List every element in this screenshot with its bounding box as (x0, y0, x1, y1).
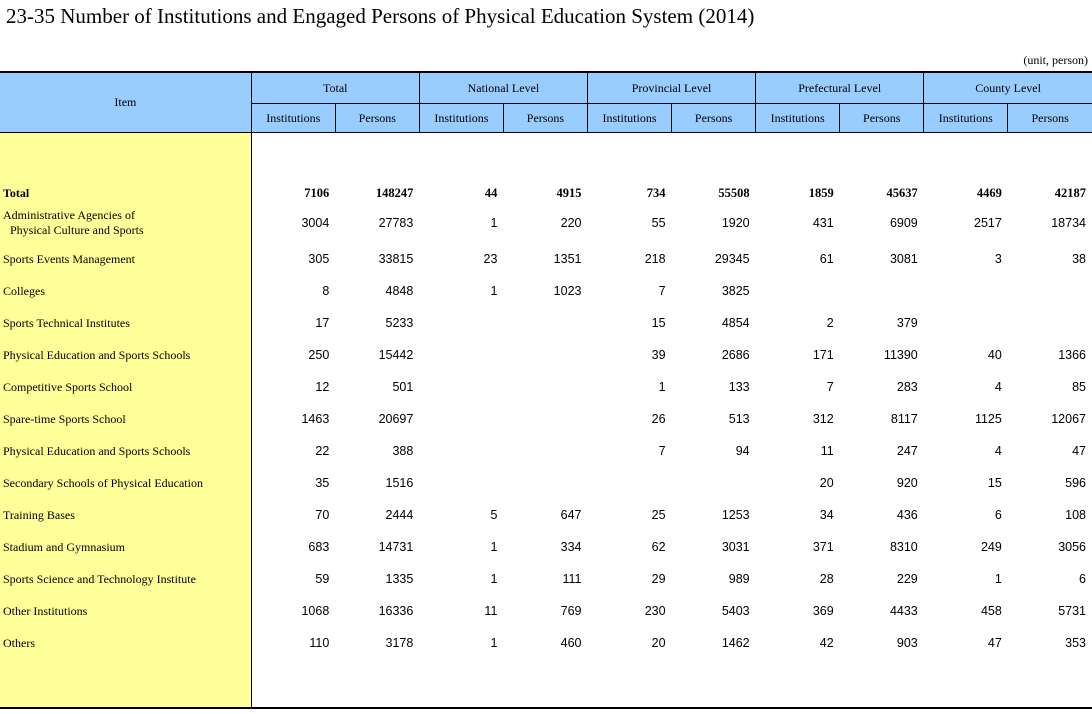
cell-institutions: 1068 (301, 604, 330, 618)
cell-persons: 55508 (718, 186, 750, 200)
cell-persons: 4433 (889, 604, 918, 618)
unit-note: (unit, person) (1023, 53, 1088, 67)
statistics-table (0, 71, 1092, 709)
cell-persons: 33815 (378, 252, 414, 266)
cell-persons: 29345 (714, 252, 750, 266)
cell-persons: 4854 (721, 316, 750, 330)
cell-persons: 8117 (890, 412, 918, 426)
cell-persons: 148247 (375, 186, 414, 200)
row-label: Physical Education and Sports Schools (0, 435, 251, 467)
cell-persons: 1462 (721, 636, 750, 650)
cell-institutions: 250 (308, 348, 330, 362)
cell-persons: 353 (1065, 636, 1086, 650)
cell-persons: 3056 (1058, 540, 1086, 554)
row-label-line: Administrative Agencies of (3, 208, 135, 222)
cell-institutions: 1463 (301, 412, 330, 426)
cell-institutions: 249 (980, 540, 1002, 554)
header-persons: Persons (672, 104, 756, 133)
cell-persons: 2686 (721, 348, 750, 362)
cell-institutions: 312 (812, 412, 834, 426)
cell-institutions: 110 (309, 636, 330, 650)
header-row-groups (0, 72, 1092, 104)
header-institutions: Institutions (756, 104, 840, 133)
cell-persons: 1023 (553, 284, 582, 298)
cell-institutions: 2517 (974, 216, 1002, 230)
cell-institutions (419, 467, 503, 499)
cell-persons: 4848 (385, 284, 414, 298)
spacer-cell (0, 133, 251, 166)
cell-institutions: 458 (980, 604, 1002, 618)
header-persons: Persons (335, 104, 419, 133)
cell-persons: 3825 (721, 284, 750, 298)
cell-persons: 16336 (378, 604, 414, 618)
cell-persons: 2444 (385, 508, 414, 522)
cell-persons (503, 339, 587, 371)
cell-institutions: 218 (644, 252, 666, 266)
cell-institutions (924, 307, 1008, 339)
cell-persons: 45637 (886, 186, 918, 200)
cell-institutions: 371 (812, 540, 834, 554)
header-group-total: Total (251, 72, 419, 104)
cell-persons: 220 (560, 216, 582, 230)
row-label: Stadium and Gymnasium (0, 531, 251, 563)
cell-persons (503, 435, 587, 467)
table-row (0, 203, 1092, 243)
cell-persons: 18734 (1051, 216, 1086, 230)
cell-persons: 4915 (556, 186, 582, 200)
cell-persons: 596 (1065, 476, 1086, 490)
cell-institutions (419, 339, 503, 371)
cell-persons: 501 (392, 380, 414, 394)
filler-row (0, 659, 1092, 708)
cell-persons: 334 (560, 540, 582, 554)
cell-institutions: 369 (812, 604, 834, 618)
cell-persons: 229 (896, 572, 918, 586)
cell-persons: 47 (1072, 444, 1086, 458)
cell-institutions: 171 (812, 348, 834, 362)
header-group-provincial: Provincial Level (587, 72, 755, 104)
cell-institutions: 11 (484, 604, 498, 618)
cell-institutions: 230 (644, 604, 666, 618)
table-row (0, 371, 1092, 403)
cell-persons: 1253 (721, 508, 750, 522)
header-institutions: Institutions (251, 104, 335, 133)
table-row (0, 403, 1092, 435)
cell-persons: 647 (560, 508, 582, 522)
cell-persons (840, 275, 924, 307)
cell-persons: 108 (1065, 508, 1086, 522)
cell-institutions (419, 307, 503, 339)
header-persons: Persons (840, 104, 924, 133)
cell-persons: 38 (1072, 252, 1086, 266)
cell-institutions: 1 (658, 380, 666, 394)
header-institutions: Institutions (419, 104, 503, 133)
table-body (0, 133, 1092, 709)
cell-institutions: 11 (820, 444, 834, 458)
cell-institutions: 1859 (808, 186, 834, 200)
cell-persons (1008, 275, 1092, 307)
cell-institutions: 683 (308, 540, 330, 554)
row-label: Others (0, 627, 251, 659)
cell-institutions: 1 (490, 572, 498, 586)
cell-persons: 1351 (553, 252, 582, 266)
table-row (0, 339, 1092, 371)
cell-persons: 436 (896, 508, 918, 522)
cell-institutions: 17 (315, 316, 330, 330)
cell-persons: 1366 (1058, 348, 1086, 362)
row-label (0, 203, 251, 243)
cell-persons (1008, 307, 1092, 339)
cell-persons: 379 (896, 316, 918, 330)
cell-persons: 1516 (385, 476, 414, 490)
header-institutions: Institutions (587, 104, 671, 133)
cell-persons (503, 467, 587, 499)
cell-institutions: 7 (658, 284, 666, 298)
cell-persons: 920 (896, 476, 918, 490)
cell-persons (503, 403, 587, 435)
cell-persons: 3031 (721, 540, 750, 554)
row-label: Other Institutions (0, 595, 251, 627)
cell-persons: 12067 (1051, 412, 1086, 426)
cell-persons (503, 371, 587, 403)
cell-institutions: 1 (490, 216, 498, 230)
row-label: Colleges (0, 275, 251, 307)
cell-institutions: 1125 (974, 412, 1002, 426)
filler-cell (251, 659, 1092, 708)
header-group-county: County Level (924, 72, 1092, 104)
cell-institutions: 6 (994, 508, 1002, 522)
cell-institutions: 2 (826, 316, 834, 330)
cell-institutions: 431 (812, 216, 834, 230)
cell-institutions (756, 275, 840, 307)
cell-persons: 11390 (883, 348, 918, 362)
header-persons: Persons (1008, 104, 1092, 133)
cell-persons: 8310 (889, 540, 918, 554)
header-institutions: Institutions (924, 104, 1008, 133)
table-row (0, 563, 1092, 595)
cell-persons: 989 (728, 572, 750, 586)
cell-persons: 283 (896, 380, 918, 394)
cell-persons: 14731 (378, 540, 414, 554)
cell-institutions: 305 (308, 252, 330, 266)
cell-institutions: 15 (987, 476, 1002, 490)
page-title: 23-35 Number of Institutions and Engaged Persons of Physical Education System (2014) (6, 4, 755, 28)
cell-institutions: 59 (315, 572, 330, 586)
cell-institutions: 15 (651, 316, 666, 330)
cell-institutions: 4469 (976, 186, 1002, 200)
cell-institutions: 12 (315, 380, 330, 394)
cell-institutions: 29 (651, 572, 666, 586)
cell-institutions: 1 (490, 540, 498, 554)
table-row (0, 275, 1092, 307)
table-row (0, 467, 1092, 499)
table-row (0, 243, 1092, 275)
cell-persons: 5403 (721, 604, 750, 618)
row-label: Training Bases (0, 499, 251, 531)
cell-persons: 133 (728, 380, 750, 394)
row-label: Total (0, 165, 251, 203)
cell-institutions: 39 (651, 348, 666, 362)
cell-persons (503, 307, 587, 339)
cell-persons: 460 (560, 636, 582, 650)
cell-institutions: 1 (994, 572, 1002, 586)
cell-persons: 5731 (1058, 604, 1086, 618)
cell-persons: 20697 (378, 412, 414, 426)
row-label: Spare-time Sports School (0, 403, 251, 435)
cell-institutions: 47 (987, 636, 1002, 650)
cell-institutions: 34 (819, 508, 834, 522)
cell-institutions: 4 (994, 444, 1002, 458)
row-label: Secondary Schools of Physical Education (0, 467, 251, 499)
table-row (0, 627, 1092, 659)
cell-persons: 513 (728, 412, 750, 426)
cell-persons: 3178 (385, 636, 414, 650)
cell-institutions (924, 275, 1008, 307)
cell-persons: 111 (562, 572, 582, 586)
header-persons: Persons (503, 104, 587, 133)
cell-institutions: 40 (987, 348, 1002, 362)
cell-institutions: 4 (994, 380, 1002, 394)
cell-institutions (587, 467, 671, 499)
header-item: Item (0, 72, 251, 133)
cell-institutions: 7 (658, 444, 666, 458)
cell-persons: 6 (1079, 572, 1086, 586)
row-label-line: Physical Culture and Sports (10, 223, 144, 237)
cell-institutions (419, 435, 503, 467)
cell-persons: 85 (1072, 380, 1086, 394)
cell-institutions: 62 (651, 540, 666, 554)
cell-institutions: 20 (819, 476, 834, 490)
cell-persons: 3081 (889, 252, 918, 266)
cell-institutions: 3 (994, 252, 1002, 266)
table-row (0, 531, 1092, 563)
cell-persons: 247 (896, 444, 918, 458)
cell-institutions: 7106 (304, 186, 330, 200)
row-label: Physical Education and Sports Schools (0, 339, 251, 371)
row-label: Competitive Sports School (0, 371, 251, 403)
cell-institutions: 734 (646, 186, 666, 200)
cell-institutions: 5 (490, 508, 498, 522)
spacer-cell (251, 133, 1092, 166)
cell-persons: 1920 (721, 216, 750, 230)
total-row (0, 165, 1092, 203)
cell-persons (672, 467, 756, 499)
cell-institutions: 7 (826, 380, 834, 394)
table-row (0, 595, 1092, 627)
cell-persons: 388 (392, 444, 414, 458)
cell-institutions: 1 (490, 284, 498, 298)
cell-persons: 5233 (385, 316, 414, 330)
cell-persons: 6909 (889, 216, 918, 230)
table-row (0, 499, 1092, 531)
cell-persons: 769 (560, 604, 582, 618)
cell-institutions: 8 (322, 284, 330, 298)
cell-institutions: 42 (819, 636, 834, 650)
cell-institutions: 55 (651, 216, 666, 230)
cell-institutions: 44 (484, 186, 498, 200)
cell-persons: 903 (896, 636, 918, 650)
filler-cell (0, 659, 251, 708)
cell-institutions: 61 (819, 252, 834, 266)
row-label: Sports Technical Institutes (0, 307, 251, 339)
cell-institutions (419, 371, 503, 403)
row-label: Sports Events Management (0, 243, 251, 275)
header-group-prefectural: Prefectural Level (756, 72, 924, 104)
cell-institutions: 70 (315, 508, 330, 522)
table-row (0, 435, 1092, 467)
cell-persons: 27783 (378, 216, 414, 230)
cell-institutions: 23 (483, 252, 498, 266)
cell-persons: 42187 (1054, 186, 1086, 200)
cell-institutions: 25 (651, 508, 666, 522)
cell-institutions: 1 (490, 636, 498, 650)
cell-institutions: 3004 (301, 216, 330, 230)
cell-institutions: 20 (651, 636, 666, 650)
cell-institutions: 26 (651, 412, 666, 426)
cell-institutions: 35 (315, 476, 330, 490)
cell-persons: 1335 (385, 572, 414, 586)
spacer-row (0, 133, 1092, 166)
row-label: Sports Science and Technology Institute (0, 563, 251, 595)
cell-institutions: 28 (819, 572, 834, 586)
cell-persons: 15442 (378, 348, 414, 362)
cell-persons: 94 (735, 444, 750, 458)
cell-institutions: 22 (315, 444, 330, 458)
table-row (0, 307, 1092, 339)
header-group-national: National Level (419, 72, 587, 104)
cell-institutions (419, 403, 503, 435)
